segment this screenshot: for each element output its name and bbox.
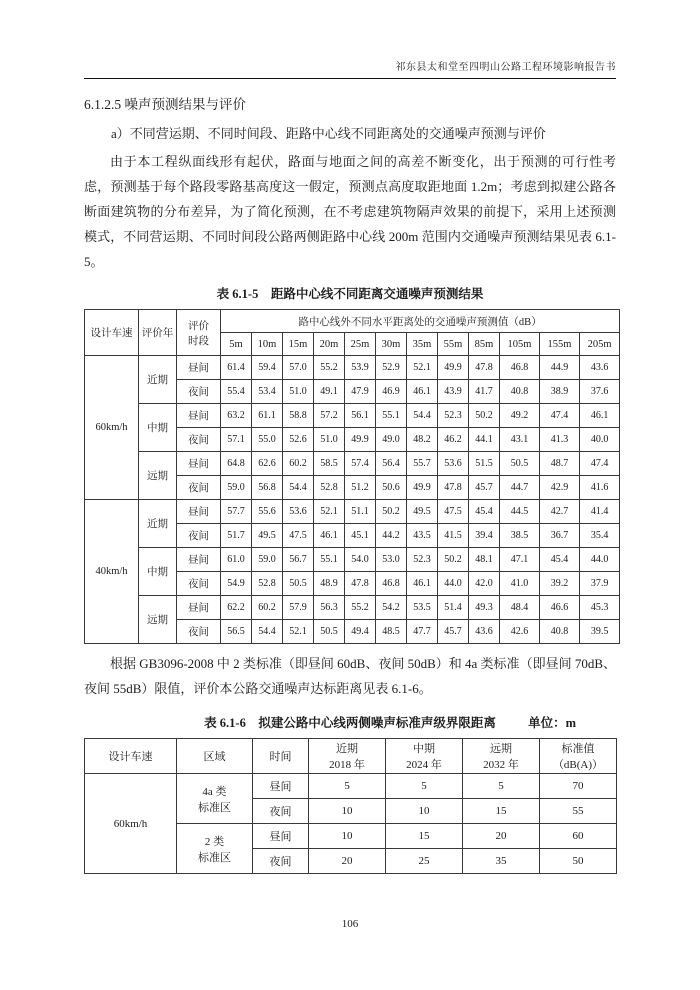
noise-value-cell: 50.5 xyxy=(500,452,540,476)
noise-value-cell: 37.6 xyxy=(580,380,620,404)
noise-value-cell: 54.4 xyxy=(407,404,438,428)
noise-value-cell: 46.1 xyxy=(407,380,438,404)
noise-value-cell: 51.2 xyxy=(345,476,376,500)
distance-header: 85m xyxy=(469,333,500,356)
noise-value-cell: 42.7 xyxy=(540,500,580,524)
table-row xyxy=(85,356,620,380)
noise-value-cell: 49.5 xyxy=(407,500,438,524)
year-cell: 中期 xyxy=(139,548,177,596)
noise-value-cell: 49.1 xyxy=(314,380,345,404)
noise-value-cell: 51.0 xyxy=(283,380,314,404)
noise-value-cell: 54.0 xyxy=(345,548,376,572)
period-cell: 昼间 xyxy=(177,548,221,572)
distance-header: 35m xyxy=(407,333,438,356)
noise-value-cell: 49.9 xyxy=(345,428,376,452)
noise-value-cell: 38.5 xyxy=(500,524,540,548)
distance-header: 105m xyxy=(500,333,540,356)
noise-value-cell: 42.0 xyxy=(469,572,500,596)
table-6-1-6-head xyxy=(85,739,617,774)
distance-header: 20m xyxy=(314,333,345,356)
distance-value-cell: 35 xyxy=(463,849,540,874)
noise-value-cell: 47.5 xyxy=(283,524,314,548)
table-row xyxy=(85,774,617,799)
noise-value-cell: 52.3 xyxy=(407,548,438,572)
noise-value-cell: 56.5 xyxy=(221,620,252,644)
noise-value-cell: 49.2 xyxy=(500,404,540,428)
noise-value-cell: 45.4 xyxy=(469,500,500,524)
noise-value-cell: 46.9 xyxy=(376,380,407,404)
noise-value-cell: 48.4 xyxy=(500,596,540,620)
time-cell: 昼间 xyxy=(253,774,309,799)
noise-value-cell: 42.6 xyxy=(500,620,540,644)
noise-value-cell: 52.8 xyxy=(252,572,283,596)
noise-value-cell: 47.4 xyxy=(580,452,620,476)
table-6-1-5-head xyxy=(85,310,620,356)
period-cell: 昼间 xyxy=(177,452,221,476)
noise-value-cell: 53.0 xyxy=(376,548,407,572)
distance-header: 205m xyxy=(580,333,620,356)
noise-value-cell: 45.3 xyxy=(580,596,620,620)
noise-value-cell: 50.2 xyxy=(438,548,469,572)
noise-value-cell: 44.2 xyxy=(376,524,407,548)
table2-col-header xyxy=(309,739,386,774)
noise-value-cell: 63.2 xyxy=(221,404,252,428)
noise-value-cell: 64.8 xyxy=(221,452,252,476)
noise-value-cell: 43.6 xyxy=(469,620,500,644)
noise-value-cell: 41.7 xyxy=(469,380,500,404)
noise-value-cell: 52.1 xyxy=(407,356,438,380)
noise-value-cell: 47.5 xyxy=(438,500,469,524)
distance-value-cell: 15 xyxy=(386,824,463,849)
noise-value-cell: 57.2 xyxy=(314,404,345,428)
period-cell: 昼间 xyxy=(177,404,221,428)
page-content xyxy=(84,0,616,874)
distance-header: 25m xyxy=(345,333,376,356)
table-6-1-6-title-row xyxy=(84,713,616,731)
noise-value-cell: 49.5 xyxy=(252,524,283,548)
distance-value-cell: 25 xyxy=(386,849,463,874)
span-header-distances: 路中心线外不同水平距离处的交通噪声预测值（dB） xyxy=(221,310,620,333)
noise-value-cell: 51.4 xyxy=(438,596,469,620)
table-row xyxy=(85,548,620,572)
distance-value-cell: 60 xyxy=(540,824,617,849)
table-6-1-6-title: 表 6.1-6 拟建公路中心线两侧噪声标准声级界限距离 xyxy=(204,716,496,730)
running-header: 祁东县太和堂至四明山公路工程环境影响报告书 xyxy=(84,58,616,79)
noise-value-cell: 40.0 xyxy=(580,428,620,452)
noise-value-cell: 44.0 xyxy=(438,572,469,596)
noise-value-cell: 53.5 xyxy=(407,596,438,620)
period-cell: 昼间 xyxy=(177,596,221,620)
table-6-1-5-body xyxy=(85,356,620,644)
noise-value-cell: 39.4 xyxy=(469,524,500,548)
distance-value-cell: 5 xyxy=(463,774,540,799)
noise-value-cell: 47.8 xyxy=(469,356,500,380)
noise-value-cell: 44.5 xyxy=(500,500,540,524)
noise-value-cell: 46.1 xyxy=(314,524,345,548)
noise-value-cell: 53.6 xyxy=(438,452,469,476)
noise-value-cell: 55.2 xyxy=(345,596,376,620)
noise-value-cell: 59.0 xyxy=(221,476,252,500)
noise-value-cell: 52.8 xyxy=(314,476,345,500)
noise-value-cell: 44.1 xyxy=(469,428,500,452)
noise-value-cell: 55.1 xyxy=(376,404,407,428)
noise-value-cell: 46.8 xyxy=(500,356,540,380)
header-line: 区域 xyxy=(203,751,226,763)
distance-header: 15m xyxy=(283,333,314,356)
zone-line: 标准区 xyxy=(198,801,231,814)
header-line: 时间 xyxy=(269,751,292,763)
noise-value-cell: 55.0 xyxy=(252,428,283,452)
noise-value-cell: 60.2 xyxy=(283,452,314,476)
noise-value-cell: 49.4 xyxy=(345,620,376,644)
noise-value-cell: 55.4 xyxy=(221,380,252,404)
noise-value-cell: 40.8 xyxy=(540,620,580,644)
distance-header: 30m xyxy=(376,333,407,356)
noise-value-cell: 50.5 xyxy=(314,620,345,644)
noise-value-cell: 45.1 xyxy=(345,524,376,548)
col-header-year: 评价年 xyxy=(139,310,177,356)
noise-value-cell: 57.0 xyxy=(283,356,314,380)
distance-value-cell: 20 xyxy=(463,824,540,849)
col-header-period-line: 评价 xyxy=(188,320,209,332)
noise-value-cell: 35.4 xyxy=(580,524,620,548)
noise-value-cell: 55.6 xyxy=(252,500,283,524)
noise-value-cell: 54.9 xyxy=(221,572,252,596)
time-cell: 夜间 xyxy=(253,849,309,874)
noise-value-cell: 43.9 xyxy=(438,380,469,404)
table2-col-header xyxy=(253,739,309,774)
header-line: 2024 年 xyxy=(406,759,442,771)
noise-value-cell: 48.9 xyxy=(314,572,345,596)
noise-value-cell: 49.3 xyxy=(469,596,500,620)
noise-value-cell: 50.2 xyxy=(469,404,500,428)
year-cell: 中期 xyxy=(139,404,177,452)
noise-value-cell: 53.4 xyxy=(252,380,283,404)
noise-value-cell: 45.4 xyxy=(540,548,580,572)
noise-value-cell: 58.8 xyxy=(283,404,314,428)
noise-value-cell: 54.2 xyxy=(376,596,407,620)
noise-value-cell: 49.9 xyxy=(438,356,469,380)
distance-value-cell: 50 xyxy=(540,849,617,874)
page-number: 106 xyxy=(341,918,359,930)
paragraph-2: 根据 GB3096-2008 中 2 类标准（即昼间 60dB、夜间 50dB）和 4a 类标准（即昼间 70dB、夜间 55dB）限值，评价本公路交通噪声达标距离见表 6.1-6。 xyxy=(84,656,616,696)
noise-value-cell: 59.4 xyxy=(252,356,283,380)
noise-value-cell: 50.6 xyxy=(376,476,407,500)
noise-value-cell: 48.7 xyxy=(540,452,580,476)
noise-value-cell: 56.4 xyxy=(376,452,407,476)
noise-value-cell: 52.6 xyxy=(283,428,314,452)
distance-value-cell: 5 xyxy=(386,774,463,799)
noise-value-cell: 41.4 xyxy=(580,500,620,524)
noise-value-cell: 62.2 xyxy=(221,596,252,620)
noise-value-cell: 47.8 xyxy=(345,572,376,596)
unit-label: 单位：m xyxy=(528,716,576,730)
noise-value-cell: 48.1 xyxy=(469,548,500,572)
distance-value-cell: 5 xyxy=(309,774,386,799)
noise-value-cell: 46.2 xyxy=(438,428,469,452)
zone-cell xyxy=(177,774,253,824)
noise-value-cell: 61.4 xyxy=(221,356,252,380)
year-cell: 远期 xyxy=(139,452,177,500)
noise-value-cell: 39.2 xyxy=(540,572,580,596)
list-item-a: a）不同营运期、不同时间段、距路中心线不同距离处的交通噪声预测与评价 xyxy=(111,126,546,141)
noise-value-cell: 56.1 xyxy=(345,404,376,428)
noise-value-cell: 41.5 xyxy=(438,524,469,548)
noise-value-cell: 46.1 xyxy=(407,572,438,596)
noise-value-cell: 47.9 xyxy=(345,380,376,404)
table-6-1-6-body xyxy=(85,774,617,874)
table2-col-header xyxy=(177,739,253,774)
noise-value-cell: 52.9 xyxy=(376,356,407,380)
header-line: 远期 xyxy=(490,743,512,755)
noise-value-cell: 47.8 xyxy=(438,476,469,500)
noise-value-cell: 52.3 xyxy=(438,404,469,428)
year-cell: 近期 xyxy=(139,500,177,548)
noise-value-cell: 60.2 xyxy=(252,596,283,620)
noise-value-cell: 39.5 xyxy=(580,620,620,644)
noise-value-cell: 44.0 xyxy=(580,548,620,572)
noise-value-cell: 43.1 xyxy=(500,428,540,452)
noise-value-cell: 41.0 xyxy=(500,572,540,596)
period-cell: 夜间 xyxy=(177,620,221,644)
noise-value-cell: 59.0 xyxy=(252,548,283,572)
noise-value-cell: 51.7 xyxy=(221,524,252,548)
noise-value-cell: 48.5 xyxy=(376,620,407,644)
header-line: （dB(A)） xyxy=(552,759,604,771)
noise-value-cell: 47.4 xyxy=(540,404,580,428)
noise-value-cell: 51.1 xyxy=(345,500,376,524)
col-header-speed: 设计车速 xyxy=(85,310,139,356)
distance-value-cell: 10 xyxy=(309,824,386,849)
noise-value-cell: 37.9 xyxy=(580,572,620,596)
noise-value-cell: 56.3 xyxy=(314,596,345,620)
distance-header: 155m xyxy=(540,333,580,356)
table2-col-header xyxy=(85,739,177,774)
noise-value-cell: 48.2 xyxy=(407,428,438,452)
period-cell: 昼间 xyxy=(177,500,221,524)
noise-value-cell: 55.7 xyxy=(407,452,438,476)
noise-value-cell: 51.5 xyxy=(469,452,500,476)
noise-value-cell: 55.1 xyxy=(314,548,345,572)
table-6-1-5 xyxy=(84,309,620,644)
paragraph-1: 由于本工程纵面线形有起伏，路面与地面之间的高差不断变化，出于预测的可行性考虑，预测基于每个路段零路基高度这一假定，预测点高度取距地面 1.2m；考虑到拟建公路各断面建筑物的分布差异，为了简化预测，在不考虑建筑物隔声效果的前提下，采用上述预测模式，不同营运期、不同时间段公路两侧距路中心线 200m 范围内交通噪声预测结果见表 6.1-5。 xyxy=(84,154,616,269)
distance-value-cell: 15 xyxy=(463,799,540,824)
noise-value-cell: 44.7 xyxy=(500,476,540,500)
col-header-period-line: 时段 xyxy=(188,335,209,347)
noise-value-cell: 45.7 xyxy=(469,476,500,500)
period-cell: 夜间 xyxy=(177,524,221,548)
table2-col-header xyxy=(386,739,463,774)
table-6-1-6 xyxy=(84,738,617,874)
noise-value-cell: 49.0 xyxy=(376,428,407,452)
noise-value-cell: 40.8 xyxy=(500,380,540,404)
noise-value-cell: 51.0 xyxy=(314,428,345,452)
distance-value-cell: 55 xyxy=(540,799,617,824)
noise-value-cell: 46.6 xyxy=(540,596,580,620)
header-line: 设计车速 xyxy=(108,751,153,763)
noise-value-cell: 57.4 xyxy=(345,452,376,476)
noise-value-cell: 44.9 xyxy=(540,356,580,380)
period-cell: 夜间 xyxy=(177,380,221,404)
time-cell: 昼间 xyxy=(253,824,309,849)
speed-cell: 40km/h xyxy=(85,500,139,644)
distance-value-cell: 20 xyxy=(309,849,386,874)
table2-col-header xyxy=(540,739,617,774)
noise-value-cell: 62.6 xyxy=(252,452,283,476)
header-line: 近期 xyxy=(336,743,358,755)
zone-line: 4a 类 xyxy=(202,785,227,798)
noise-value-cell: 56.7 xyxy=(283,548,314,572)
noise-value-cell: 49.9 xyxy=(407,476,438,500)
speed-cell: 60km/h xyxy=(85,774,177,874)
noise-value-cell: 50.5 xyxy=(283,572,314,596)
table2-col-header xyxy=(463,739,540,774)
noise-value-cell: 53.9 xyxy=(345,356,376,380)
table-6-1-5-title: 表 6.1-5 距路中心线不同距离交通噪声预测结果 xyxy=(216,287,484,301)
distance-header: 10m xyxy=(252,333,283,356)
time-cell: 夜间 xyxy=(253,799,309,824)
zone-cell xyxy=(177,824,253,874)
zone-line: 标准区 xyxy=(198,851,231,864)
noise-value-cell: 57.9 xyxy=(283,596,314,620)
period-cell: 夜间 xyxy=(177,476,221,500)
table-header-row xyxy=(85,739,617,774)
period-cell: 夜间 xyxy=(177,572,221,596)
noise-value-cell: 38.9 xyxy=(540,380,580,404)
period-cell: 昼间 xyxy=(177,356,221,380)
noise-value-cell: 52.1 xyxy=(314,500,345,524)
noise-value-cell: 41.3 xyxy=(540,428,580,452)
distance-value-cell: 70 xyxy=(540,774,617,799)
noise-value-cell: 53.6 xyxy=(283,500,314,524)
year-cell: 近期 xyxy=(139,356,177,404)
noise-value-cell: 61.1 xyxy=(252,404,283,428)
noise-value-cell: 43.6 xyxy=(580,356,620,380)
table-row xyxy=(85,452,620,476)
noise-value-cell: 45.7 xyxy=(438,620,469,644)
period-cell: 夜间 xyxy=(177,428,221,452)
noise-value-cell: 56.8 xyxy=(252,476,283,500)
distance-header: 55m xyxy=(438,333,469,356)
table-row xyxy=(85,500,620,524)
col-header-period xyxy=(177,310,221,356)
noise-value-cell: 50.2 xyxy=(376,500,407,524)
section-heading: 6.1.2.5 噪声预测结果与评价 xyxy=(84,97,246,112)
header-line: 2018 年 xyxy=(329,759,365,771)
noise-value-cell: 61.0 xyxy=(221,548,252,572)
noise-value-cell: 52.1 xyxy=(283,620,314,644)
noise-value-cell: 47.1 xyxy=(500,548,540,572)
noise-value-cell: 54.4 xyxy=(283,476,314,500)
zone-line: 2 类 xyxy=(204,835,225,848)
noise-value-cell: 46.8 xyxy=(376,572,407,596)
noise-value-cell: 36.7 xyxy=(540,524,580,548)
header-line: 2032 年 xyxy=(483,759,519,771)
noise-value-cell: 54.4 xyxy=(252,620,283,644)
noise-value-cell: 43.5 xyxy=(407,524,438,548)
table-header-row xyxy=(85,310,620,333)
noise-value-cell: 41.6 xyxy=(580,476,620,500)
noise-value-cell: 46.1 xyxy=(580,404,620,428)
noise-value-cell: 55.2 xyxy=(314,356,345,380)
speed-cell: 60km/h xyxy=(85,356,139,500)
distance-value-cell: 10 xyxy=(386,799,463,824)
distance-value-cell: 10 xyxy=(309,799,386,824)
table-row xyxy=(85,404,620,428)
header-line: 标准值 xyxy=(561,743,595,755)
year-cell: 远期 xyxy=(139,596,177,644)
noise-value-cell: 57.1 xyxy=(221,428,252,452)
distance-header: 5m xyxy=(221,333,252,356)
header-line: 中期 xyxy=(413,743,435,755)
noise-value-cell: 58.5 xyxy=(314,452,345,476)
noise-value-cell: 42.9 xyxy=(540,476,580,500)
noise-value-cell: 47.7 xyxy=(407,620,438,644)
noise-value-cell: 57.7 xyxy=(221,500,252,524)
table-row xyxy=(85,596,620,620)
